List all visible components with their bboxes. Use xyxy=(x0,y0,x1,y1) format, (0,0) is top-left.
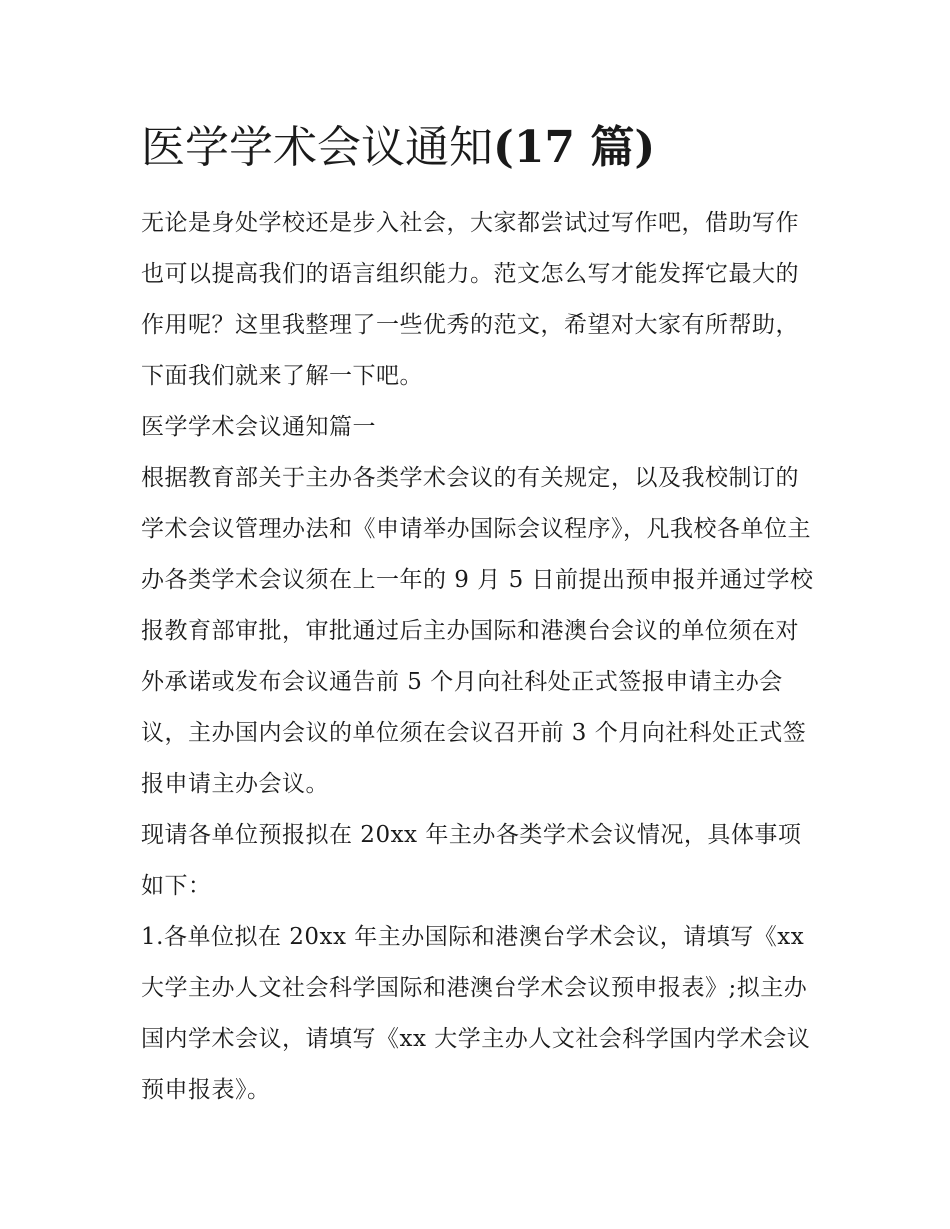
title-main-text: 医学学术会议通知 xyxy=(141,122,493,173)
document-body xyxy=(141,112,816,1116)
document-title xyxy=(141,112,816,184)
section-heading: 医学学术会议通知篇一 xyxy=(141,414,376,440)
request-paragraph: 现请各单位预报拟在 20xx 年主办各类学术会议情况，具体事项如下： xyxy=(141,822,802,899)
title-count-text: (17 篇) xyxy=(493,122,656,173)
item-1-paragraph: 1.各单位拟在 20xx 年主办国际和港澳台学术会议，请填写《xx 大学主办人文社会科学国际和港澳台学术会议预申报表》;拟主办国内学术会议，请填写《xx 大学主办人文社会科学国内学术会议预申报表》。 xyxy=(141,924,811,1103)
regulation-paragraph: 根据教育部关于主办各类学术会议的有关规定，以及我校制订的学术会议管理办法和《申请举办国际会议程序》，凡我校各单位主办各类学术会议须在上一年的 9 月 5 日前提出预申报并通过学校报教育部审批，审批通过后主办国际和港澳台会议的单位须在对外承诺或发布会议通告前 5 个月向社科处正式签报申请主办会议，主办国内会议的单位须在会议召开前 3 个月向社科处正式签报申请主办会议。 xyxy=(141,465,814,797)
intro-paragraph: 无论是身处学校还是步入社会，大家都尝试过写作吧，借助写作也可以提高我们的语言组织能力。范文怎么写才能发挥它最大的作用呢？这里我整理了一些优秀的范文，希望对大家有所帮助，下面我们就来了解一下吧。 xyxy=(141,210,799,389)
